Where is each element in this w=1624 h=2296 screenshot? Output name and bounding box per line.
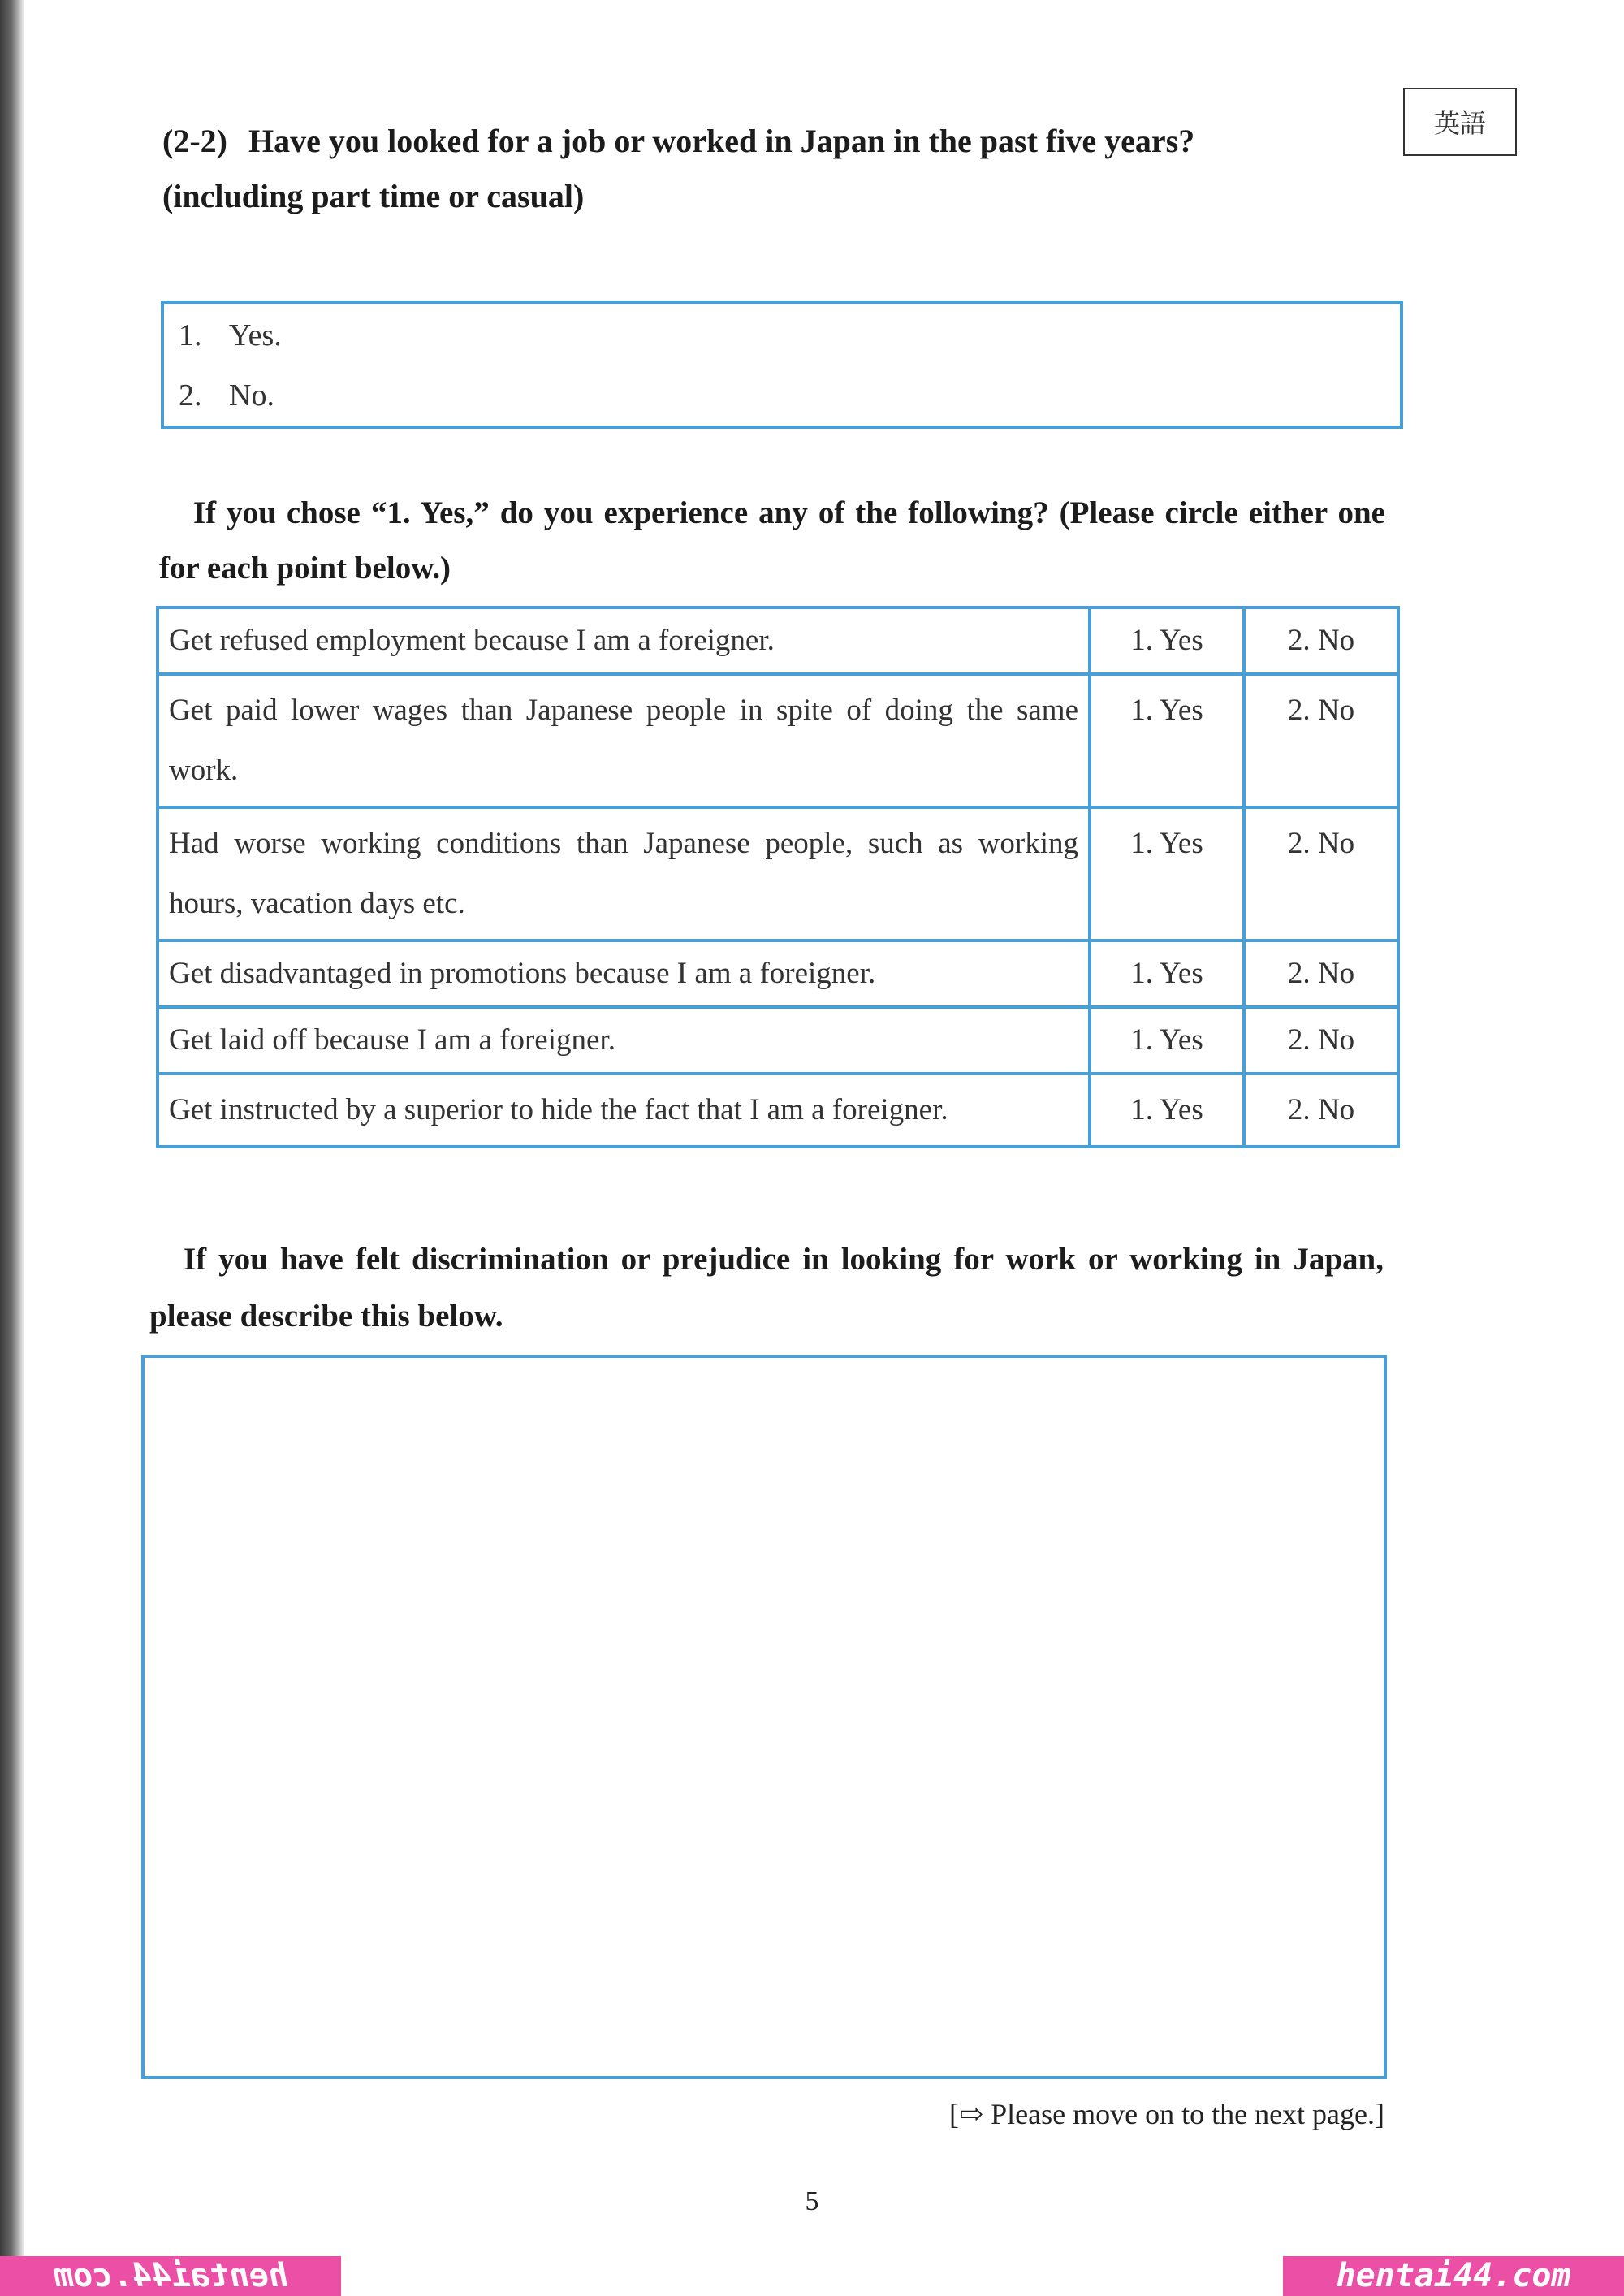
question-heading — [162, 114, 1380, 224]
yes-option[interactable]: 1. Yes — [1090, 674, 1244, 807]
experience-item: Get paid lower wages than Japanese people in spite of doing the same work. — [158, 674, 1090, 807]
binding-edge — [0, 0, 24, 2296]
table-row — [158, 807, 1398, 940]
free-text-answer-box[interactable] — [141, 1355, 1387, 2079]
question-line — [162, 114, 1380, 169]
no-option[interactable]: 2. No — [1244, 608, 1398, 674]
no-option[interactable]: 2. No — [1244, 807, 1398, 940]
experience-table — [156, 606, 1400, 1148]
watermark-right: hentai44.com — [1283, 2256, 1624, 2296]
answer-option-yes[interactable] — [179, 305, 1385, 365]
yes-option[interactable]: 1. Yes — [1090, 1007, 1244, 1074]
follow-up-instruction: If you chose “1. Yes,” do you experience any of the following? (Please circle either one for each point below.) — [159, 495, 1385, 586]
answer-option-label: Yes. — [229, 318, 282, 352]
no-option[interactable]: 2. No — [1244, 940, 1398, 1007]
experience-item: Get disadvantaged in promotions because I am a foreigner. — [158, 940, 1090, 1007]
page-number: 5 — [805, 2186, 819, 2216]
experience-item: Had worse working conditions than Japanese people, such as working hours, vacation days etc. — [158, 807, 1090, 940]
language-tag: 英語 — [1403, 88, 1517, 156]
next-page-note: [⇨ Please move on to the next page.] — [948, 2098, 1384, 2130]
answer-option-number: 1. — [179, 318, 202, 352]
answer-option-no[interactable] — [179, 365, 1385, 426]
watermark-left — [0, 2256, 341, 2296]
watermark-text-mirrored: hentai44.com — [53, 2257, 288, 2294]
yes-option[interactable]: 1. Yes — [1090, 608, 1244, 674]
answer-option-number: 2. — [179, 378, 202, 413]
table-row — [158, 1007, 1398, 1074]
question-subtext: (including part time or casual) — [162, 178, 585, 214]
yes-option[interactable]: 1. Yes — [1090, 1074, 1244, 1147]
question-number: (2-2) — [162, 123, 227, 159]
experience-item: Get refused employment because I am a foreigner. — [158, 608, 1090, 674]
question-text: Have you looked for a job or worked in Japan in the past five years? — [248, 123, 1195, 159]
experience-item: Get instructed by a superior to hide the fact that I am a foreigner. — [158, 1074, 1090, 1147]
yes-option[interactable]: 1. Yes — [1090, 807, 1244, 940]
no-option[interactable]: 2. No — [1244, 674, 1398, 807]
table-row — [158, 1074, 1398, 1147]
table-row — [158, 940, 1398, 1007]
table-row — [158, 674, 1398, 807]
answer-option-label: No. — [229, 378, 274, 413]
no-option[interactable]: 2. No — [1244, 1007, 1398, 1074]
experience-item: Get laid off because I am a foreigner. — [158, 1007, 1090, 1074]
no-option[interactable]: 2. No — [1244, 1074, 1398, 1147]
answer-options-box — [161, 301, 1403, 429]
yes-option[interactable]: 1. Yes — [1090, 940, 1244, 1007]
table-row — [158, 608, 1398, 674]
describe-prompt: If you have felt discrimination or prejudice in looking for work or working in Japan, please describe this below. — [149, 1242, 1384, 1334]
